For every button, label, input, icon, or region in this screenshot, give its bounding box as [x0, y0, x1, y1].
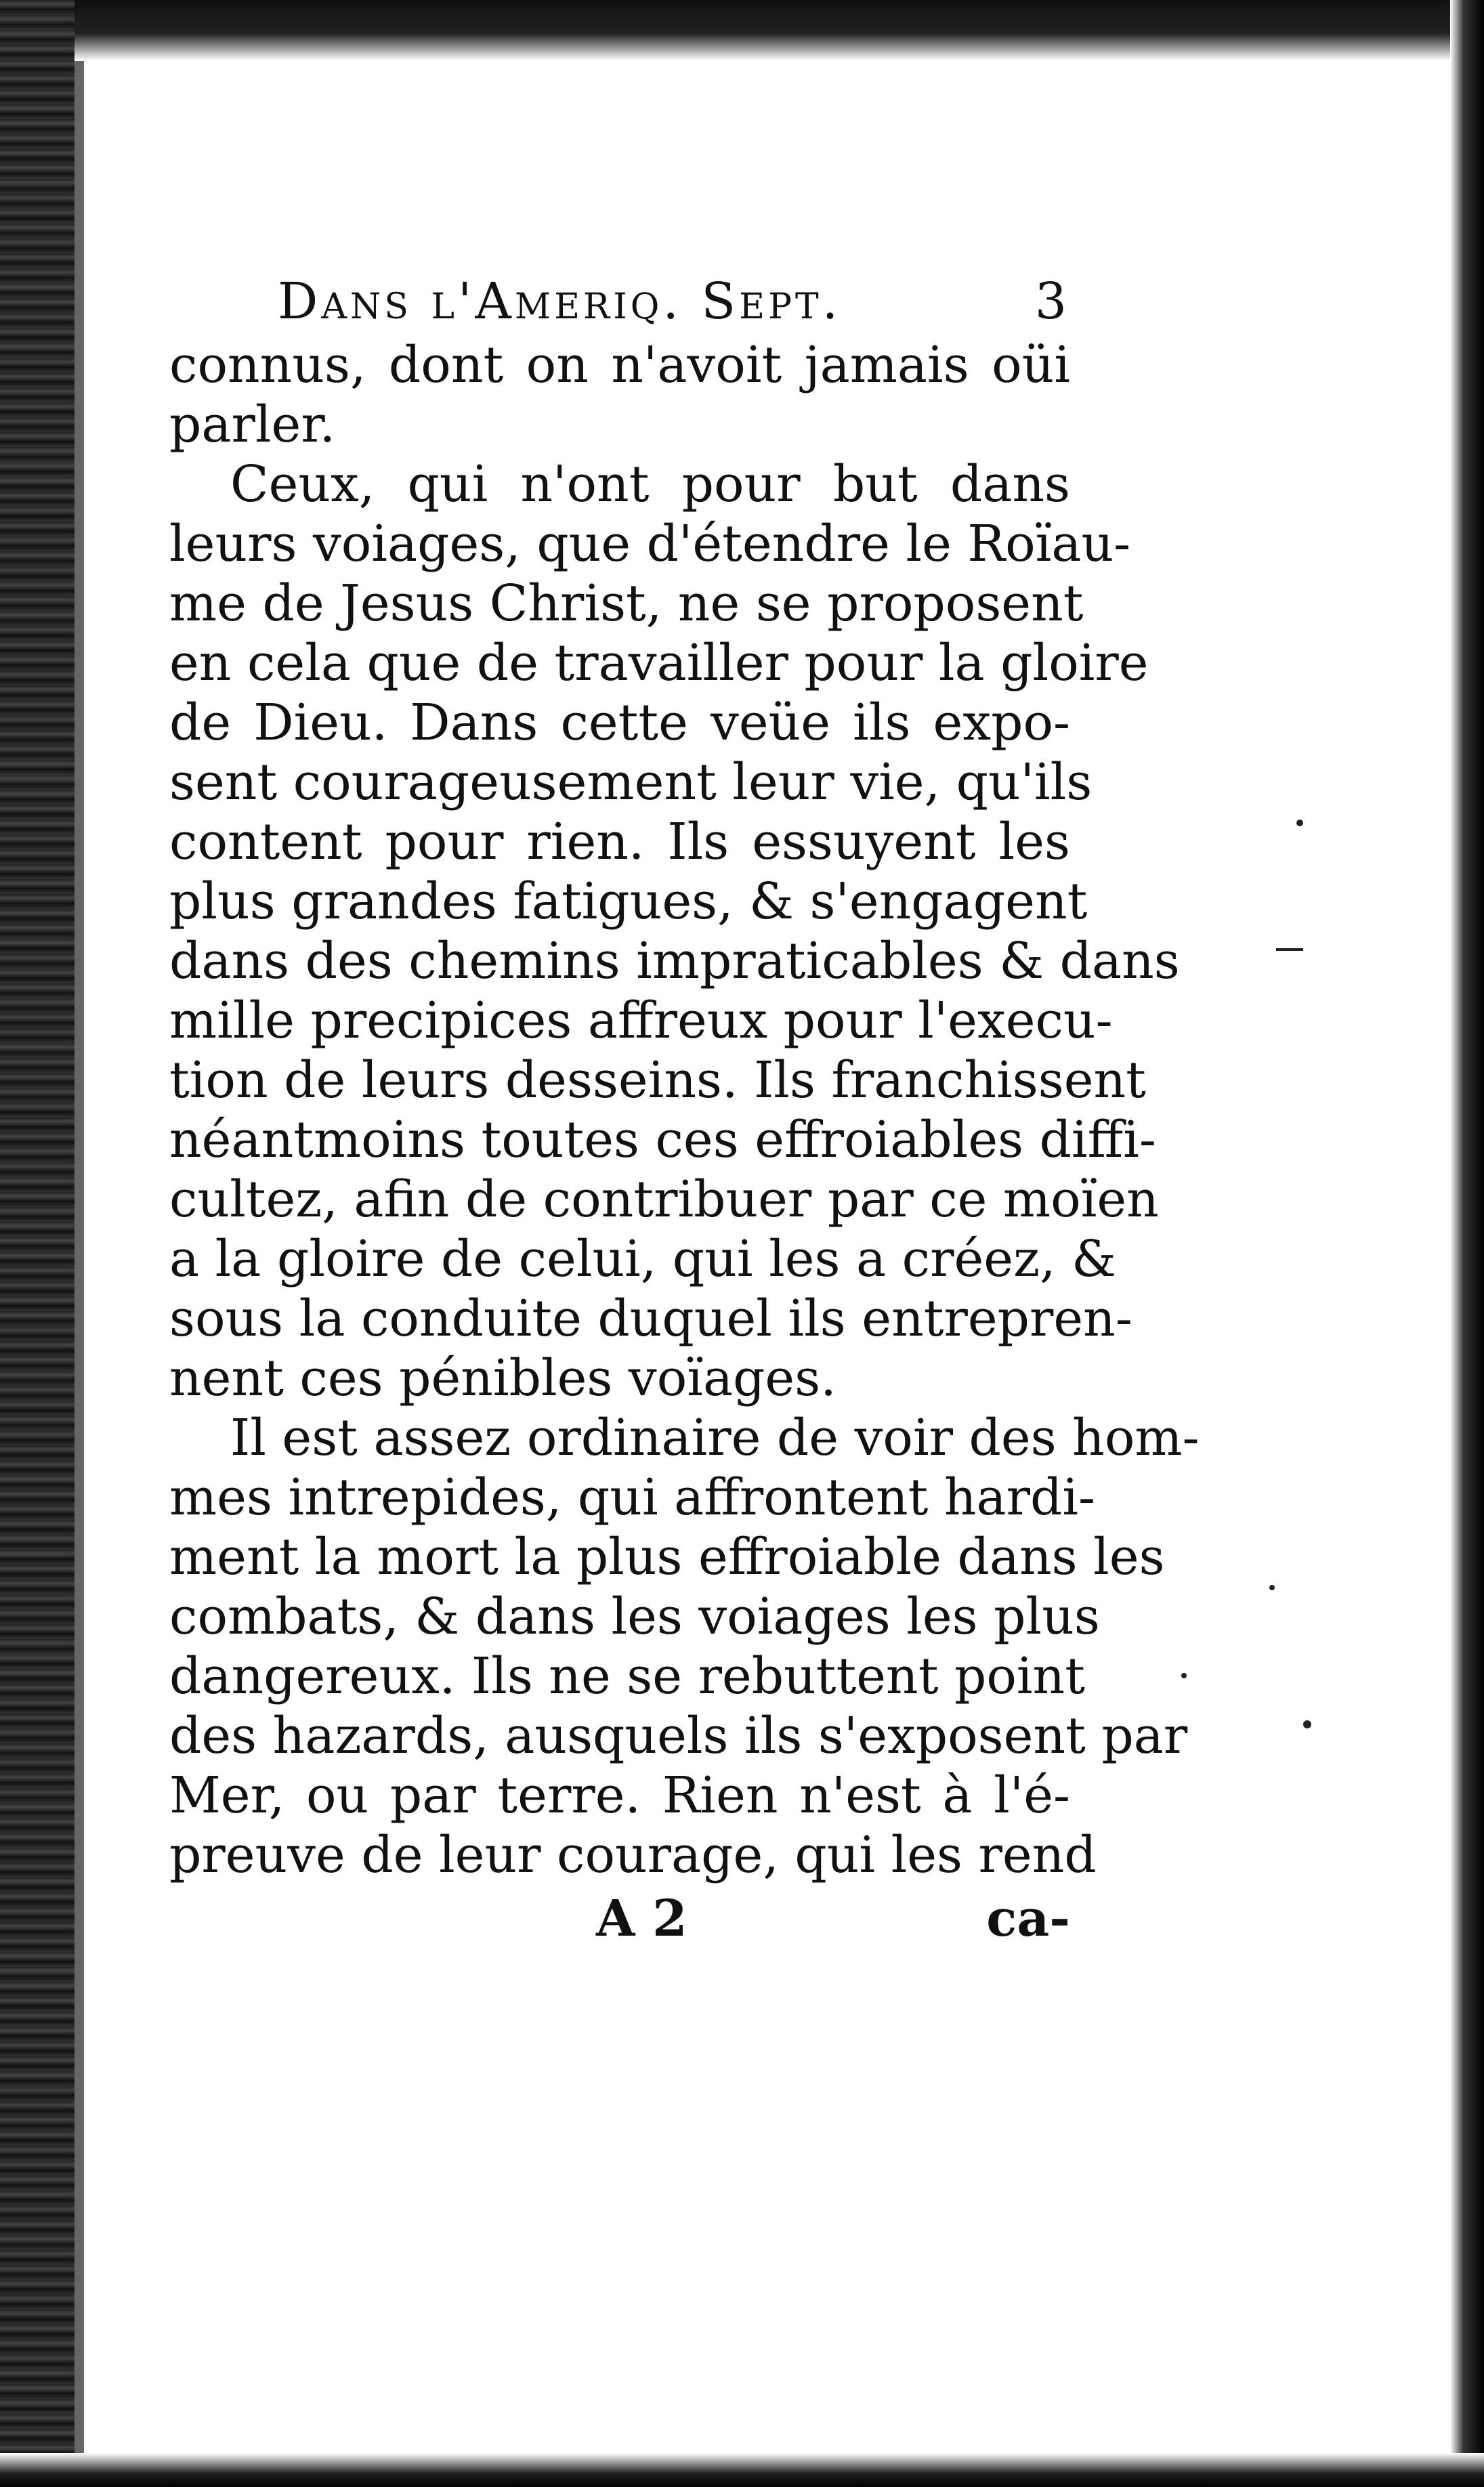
print-speck: [1181, 1673, 1187, 1678]
signature-mark: A 2: [596, 1890, 687, 1948]
print-speck: [1296, 820, 1303, 826]
text-line: leurs voiages, que d'étendre le Roïau-: [169, 515, 1131, 573]
body-text: [169, 335, 1200, 1885]
text-line: me de Jesus Christ, ne se proposent: [169, 574, 1084, 633]
text-line: content pour rien. Ils essuyent les: [169, 813, 1070, 871]
print-dash: [1276, 948, 1303, 951]
print-speck: [1269, 1585, 1275, 1590]
text-line: combats, & dans les voiages les plus: [169, 1588, 1100, 1646]
text-line: néantmoins toutes ces effroiables diffi-: [169, 1111, 1156, 1169]
text-line: des hazards, ausquels ils s'exposent par: [169, 1707, 1188, 1765]
catchword: ca-: [986, 1890, 1070, 1948]
text-line: tion de leurs desseins. Ils franchissent: [169, 1051, 1146, 1109]
text-line: parler.: [169, 396, 336, 454]
text-line: nent ces pénibles voïages.: [169, 1349, 836, 1407]
scan-border-left: [0, 0, 75, 2487]
print-speck: [1303, 1720, 1311, 1728]
text-line: dans des chemins impraticables & dans: [169, 932, 1180, 990]
scan-gutter-shadow: [75, 61, 84, 2487]
text-line: sent courageusement leur vie, qu'ils: [169, 753, 1093, 811]
page-number: 3: [1034, 272, 1070, 331]
text-line: de Dieu. Dans cette veüe ils expo-: [169, 694, 1070, 752]
scan-border-bottom: [0, 2453, 1484, 2487]
text-line: a la gloire de celui, qui les a créez, &: [169, 1230, 1116, 1288]
scan-border-right: [1450, 0, 1484, 2487]
text-line: connus, dont on n'avoit jamais oüi: [169, 336, 1070, 394]
running-head: [278, 268, 1070, 335]
text-line: ment la mort la plus effroiable dans les: [169, 1528, 1165, 1586]
text-line: Il est assez ordinaire de voir des hom-: [230, 1409, 1200, 1467]
scan-border-top: [0, 0, 1484, 61]
text-line: en cela que de travailler pour la gloire: [169, 634, 1149, 692]
text-line: dangereux. Ils ne se rebuttent point: [169, 1647, 1085, 1705]
text-line: mille precipices affreux pour l'execu-: [169, 992, 1113, 1050]
text-line: sous la conduite duquel ils entrepren-: [169, 1290, 1132, 1348]
page-text-block: [169, 268, 1200, 1953]
running-head-title: Dans l'Ameriq. Sept.: [278, 272, 842, 331]
text-line: Ceux, qui n'ont pour but dans: [230, 455, 1070, 513]
text-line: Mer, ou par terre. Rien n'est à l'é-: [169, 1766, 1070, 1825]
text-line: mes intrepides, qui affrontent hardi-: [169, 1468, 1096, 1527]
page-footer: [169, 1885, 1070, 1953]
text-line: plus grandes fatigues, & s'engagent: [169, 872, 1088, 931]
text-line: preuve de leur courage, qui les rend: [169, 1826, 1097, 1884]
text-line: cultez, afin de contribuer par ce moïen: [169, 1170, 1159, 1229]
